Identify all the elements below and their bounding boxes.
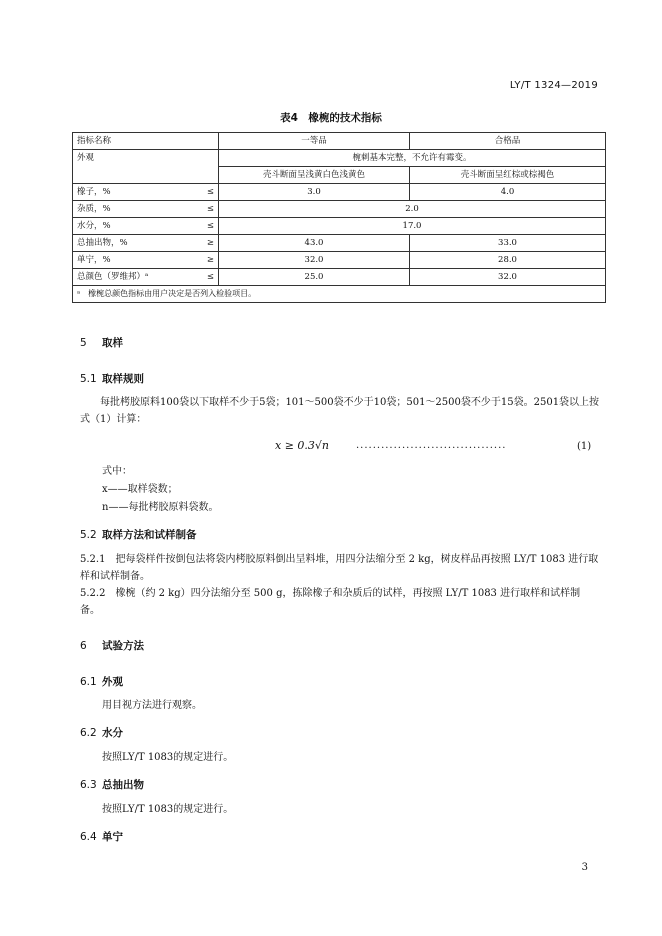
row-operator: ≥ [206, 255, 214, 265]
section-number: 6.4 [80, 831, 97, 843]
cell-qualified: 28.0 [410, 252, 606, 269]
section-title: 取样方法和试样制备 [102, 529, 197, 541]
paragraph-5-2-2: 5.2.2 橡椀（约 2 kg）四分法缩分至 500 g，拣除橡子和杂质后的试样，再按照 LY/T 1083 进行取样和试样制备。 [80, 588, 581, 616]
table-row [73, 184, 606, 201]
paragraph-5-1: 每批栲胶原料100袋以下取样不少于5袋；101～500袋不少于10袋；501～2500袋不少于15袋。2501袋以上按式（1）计算： [80, 397, 600, 425]
spec-table [72, 132, 606, 303]
where-label: 式中： [102, 466, 132, 477]
section-title: 取样 [102, 337, 123, 349]
row-operator: ≤ [206, 221, 214, 231]
table-row [73, 201, 606, 218]
cell-grade1: 3.0 [219, 184, 410, 201]
paragraph-6-1: 用目视方法进行观察。 [102, 700, 202, 711]
section-5-2-heading [80, 527, 197, 542]
section-number: 6.3 [80, 779, 97, 791]
section-number: 6.2 [80, 727, 97, 739]
cell-qualified: 32.0 [410, 269, 606, 286]
row-name: 总颜色（罗维邦）ᵃ [77, 272, 149, 282]
section-title: 取样规则 [102, 373, 144, 385]
section-5-heading [80, 335, 123, 350]
row-operator: ≥ [206, 238, 214, 248]
cell-qualified: 4.0 [410, 184, 606, 201]
row-name: 单宁，% [77, 255, 111, 265]
paragraph-6-2: 按照LY/T 1083的规定进行。 [102, 752, 234, 763]
table-row [73, 252, 606, 269]
table-footnote-row [73, 286, 606, 303]
section-title: 外观 [102, 676, 123, 688]
appearance-common: 椀刺基本完整，不允许有霉变。 [219, 150, 606, 167]
variable-x: x——取样袋数； [102, 484, 178, 495]
section-6-4-heading [80, 829, 123, 844]
standard-number: LY/T 1324—2019 [509, 80, 598, 91]
cell-grade1: 25.0 [219, 269, 410, 286]
appearance-label: 外观 [73, 150, 219, 184]
paragraph-6-3: 按照LY/T 1083的规定进行。 [102, 804, 234, 815]
table-footnote: ᵃ 橡椀总颜色指标由用户决定是否列入检验项目。 [73, 286, 606, 303]
section-title: 总抽出物 [102, 779, 144, 791]
section-number: 5 [80, 337, 87, 349]
table-row [73, 218, 606, 235]
cell-grade1: 32.0 [219, 252, 410, 269]
section-6-2-heading [80, 725, 123, 740]
row-operator: ≤ [206, 204, 214, 214]
section-title: 试验方法 [102, 640, 144, 652]
section-number: 5.1 [80, 373, 97, 385]
cell-qualified: 33.0 [410, 235, 606, 252]
table-caption: 表4 橡椀的技术指标 [280, 112, 382, 124]
header-cell-grade1: 一等品 [219, 133, 410, 150]
section-6-1-heading [80, 674, 123, 689]
table-row [73, 269, 606, 286]
table-row [73, 235, 606, 252]
row-name: 总抽出物，% [77, 238, 128, 248]
row-name: 橡子，% [77, 187, 111, 197]
row-operator: ≤ [206, 187, 214, 197]
formula-expression: x ≥ 0.3√n [275, 439, 330, 452]
section-title: 单宁 [102, 831, 123, 843]
appearance-qualified: 壳斗断面呈红棕或棕褐色 [410, 167, 606, 184]
section-title: 水分 [102, 727, 123, 739]
table-header-row [73, 133, 606, 150]
section-6-3-heading [80, 777, 144, 792]
section-6-heading [80, 638, 144, 653]
section-number: 5.2 [80, 529, 97, 541]
row-name: 杂质，% [77, 204, 111, 214]
section-number: 6.1 [80, 676, 97, 688]
section-number: 6 [80, 640, 87, 652]
header-cell-name: 指标名称 [73, 133, 219, 150]
row-name: 水分，% [77, 221, 111, 231]
cell-merged: 2.0 [219, 201, 606, 218]
paragraph-5-2-1: 5.2.1 把每袋样件按倒包法将袋内栲胶原料倒出呈料堆，用四分法缩分至 2 kg，树皮样品再按照 LY/T 1083 进行取样和试样制备。 [80, 554, 599, 582]
formula-leader-dots: .................................... [356, 440, 507, 451]
appearance-grade1: 壳斗断面呈浅黄白色浅黄色 [219, 167, 410, 184]
header-cell-qualified: 合格品 [410, 133, 606, 150]
table-row [73, 150, 606, 167]
section-5-1-heading [80, 371, 144, 386]
cell-merged: 17.0 [219, 218, 606, 235]
cell-grade1: 43.0 [219, 235, 410, 252]
variable-n: n——每批栲胶原料袋数。 [102, 502, 219, 513]
formula-number: (1) [577, 441, 592, 452]
row-operator: ≤ [206, 272, 214, 282]
page-number: 3 [581, 862, 588, 873]
